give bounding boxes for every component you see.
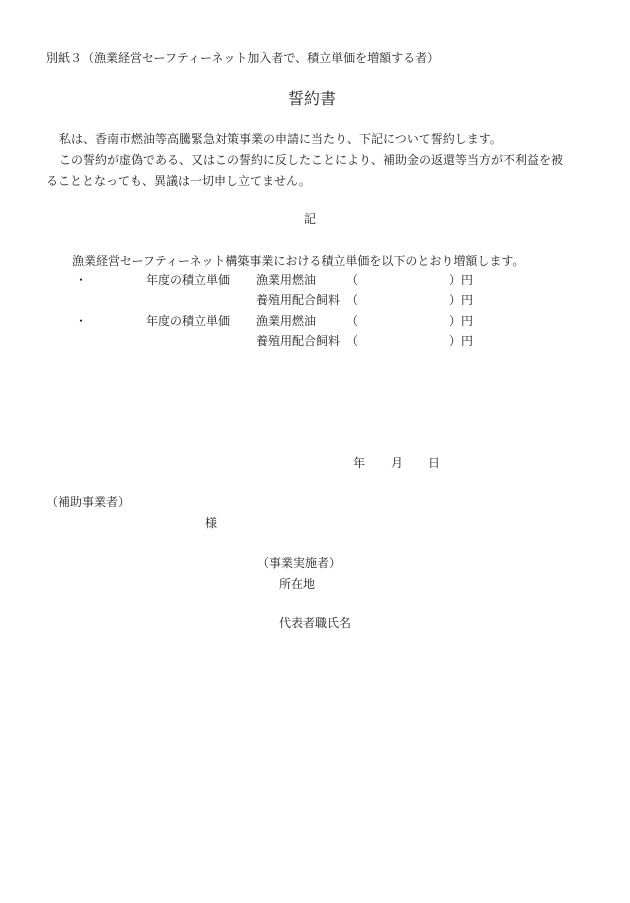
paragraph-1: 私は、香南市燃油等高騰緊急対策事業の申請に当たり、下記について誓約します。 [59,132,502,146]
close-paren-yen: ）円 [449,273,474,287]
year-unit-label: 年度の積立単価 [146,273,231,287]
increase-statement: 漁業経営セーフティーネット構築事業における積立単価を以下のとおり増額します。 [72,254,525,268]
feed-label: 養殖用配合飼料 [256,293,341,307]
close-paren-yen: ）円 [449,293,474,307]
paragraph-2-line-2: ることとなっても、異議は一切申し立てません。 [46,174,311,188]
header-note: 別紙３（漁業経営セーフティーネット加入者で、積立単価を増額する者） [46,51,440,65]
year-unit-label: 年度の積立単価 [146,314,231,328]
date-day: 日 [428,456,441,470]
paragraph-2-line-1: この誓約が虚偽である、又はこの誓約に反したことにより、補助金の返還等当方が不利益を被 [59,153,564,167]
fuel-label: 漁業用燃油 [256,314,317,328]
open-paren: （ [346,293,359,307]
implementer-label: （事業実施者） [257,556,342,570]
open-paren: （ [346,314,359,328]
date-year: 年 [353,456,366,470]
representative-label: 代表者職氏名 [279,616,352,630]
entry-bullet: ・ [75,273,88,287]
honorific-sama: 様 [205,516,218,530]
open-paren: （ [346,273,359,287]
close-paren-yen: ）円 [449,334,474,348]
close-paren-yen: ）円 [449,314,474,328]
date-month: 月 [391,456,404,470]
fuel-label: 漁業用燃油 [256,273,317,287]
address-label: 所在地 [279,577,316,591]
document-title: 誓約書 [288,89,337,108]
feed-label: 養殖用配合飼料 [256,334,341,348]
entry-bullet: ・ [75,314,88,328]
open-paren: （ [346,334,359,348]
recipient-label: （補助事業者） [46,495,131,509]
ki-label: 記 [304,212,317,226]
